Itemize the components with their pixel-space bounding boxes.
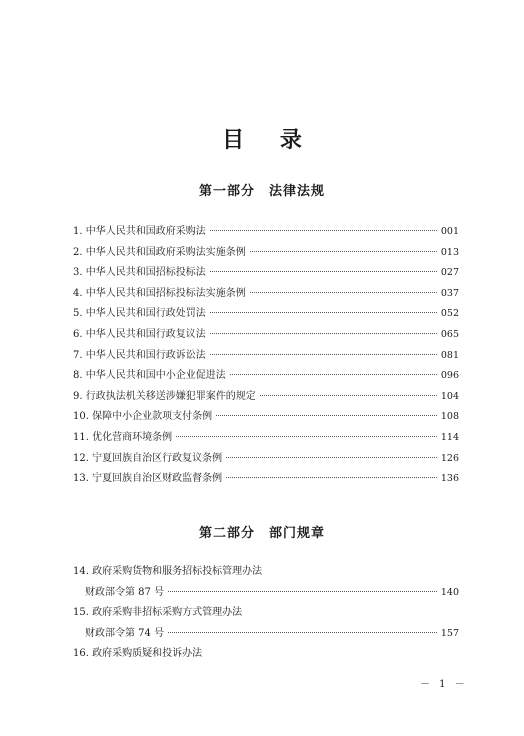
part2-label: 第二部分 [198,526,255,541]
part2-toc [73,562,459,665]
toc-entry[interactable]: 2. 中华人民共和国政府采购法实施条例 013 [73,246,459,258]
toc-entry[interactable]: 3. 中华人民共和国招标投标法 027 [73,267,459,279]
part1-name: 法律法规 [269,184,326,199]
toc-entry-title[interactable]: 16. 政府采购质疑和投诉办法 [73,648,203,660]
toc-entry[interactable]: 7. 中华人民共和国行政诉讼法 081 [73,349,459,361]
toc-entry-sub[interactable]: 财政部令第 87 号 140 [85,586,459,598]
toc-entry[interactable]: 6. 中华人民共和国行政复议法 065 [73,328,459,340]
toc-entry[interactable]: 5. 中华人民共和国行政处罚法 052 [73,308,459,320]
part1-label: 第一部分 [198,184,255,199]
toc-title: 目 录 [222,127,316,153]
toc-entry-title[interactable]: 14. 政府采购货物和服务招标投标管理办法 [73,566,263,577]
toc-entry[interactable]: 12. 宁夏回族自治区行政复议条例 126 [73,452,459,464]
toc-entry[interactable]: 11. 优化营商环境条例 114 [73,431,459,443]
toc-entry-sub[interactable]: 财政部令第 74 号 157 [85,627,459,639]
toc-entry[interactable]: 10. 保障中小企业款项支付条例 108 [73,411,459,423]
part2-name: 部门规章 [269,526,326,541]
part2-heading [0,522,524,541]
toc-entry[interactable]: 4. 中华人民共和国招标投标法实施条例 037 [73,287,459,299]
toc-entry[interactable]: 1. 中华人民共和国政府采购法 001 [73,226,459,237]
toc-entry[interactable]: 9. 行政执法机关移送涉嫌犯罪案件的规定 104 [73,390,459,402]
toc-entry[interactable]: 13. 宁夏回族自治区财政监督条例 136 [73,473,459,485]
page-number: － 1 － [420,679,468,690]
toc-entry[interactable]: 8. 中华人民共和国中小企业促进法 096 [73,370,459,382]
toc-entry-title[interactable]: 15. 政府采购非招标采购方式管理办法 [73,607,243,619]
part1-toc [73,222,459,490]
part1-heading [0,180,524,199]
